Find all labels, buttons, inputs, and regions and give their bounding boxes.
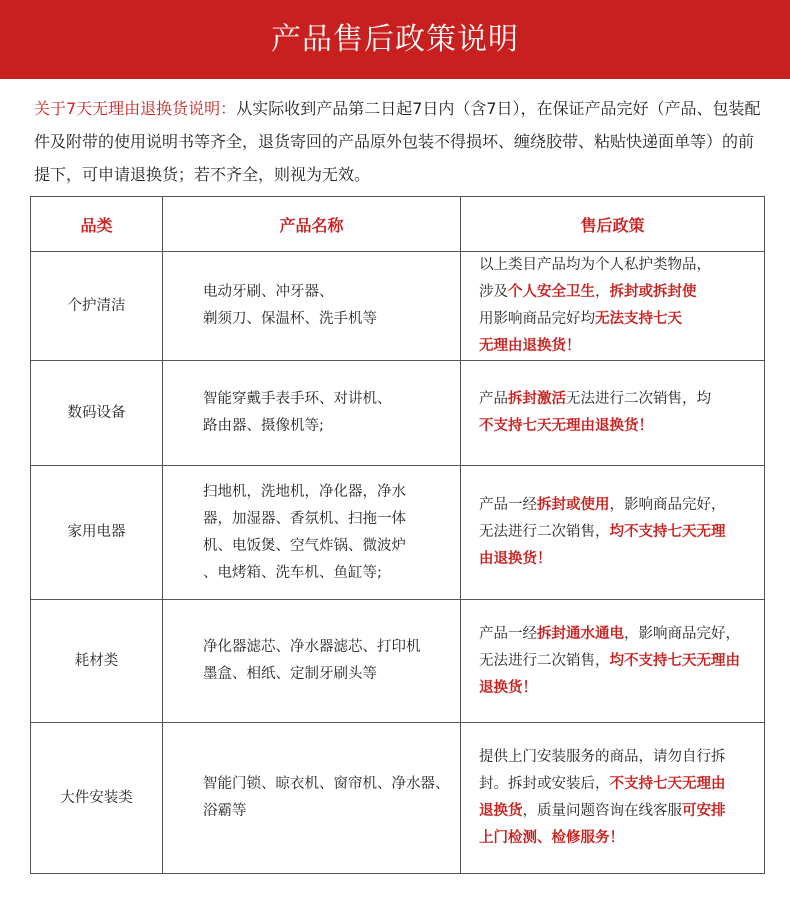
product-line: 电动牙刷、冲牙器、 (203, 284, 334, 300)
table-row (31, 723, 765, 874)
policy-cell (461, 723, 765, 874)
policy-emphasis: 不支持七天无理由 (609, 776, 726, 792)
policy-text: 产品一经 (479, 497, 537, 513)
policy-text: 提供上门安装服务的商品，请勿自行拆 (479, 749, 726, 765)
product-line: 浴霸等 (203, 803, 247, 819)
policy-emphasis: 退换货 (479, 803, 523, 819)
product-line: 智能穿戴手表手环、对讲机、 (203, 391, 392, 407)
policy-text: 涉及 (479, 284, 508, 300)
policy-cell (461, 600, 765, 723)
policy-line (479, 675, 760, 702)
policy-line (479, 306, 760, 333)
policy-text: 无法进行二次销售， (479, 652, 610, 669)
policy-text: 无法进行二次销售，均 (566, 391, 711, 407)
policy-text: 产品 (479, 391, 508, 407)
product-cell (163, 466, 461, 600)
policy-emphasis: 无法支持七天 (595, 311, 682, 327)
policy-emphasis: 均不支持七天无理由 (609, 652, 740, 669)
table-row (31, 600, 765, 723)
product-line: 墨盒、相纸、定制牙刷头等 (203, 666, 377, 682)
intro-paragraph (34, 92, 764, 191)
product-line: 器，加湿器、香氛机、扫拖一体 (203, 510, 406, 527)
policy-line (479, 744, 760, 771)
policy-text: 用影响商品完好均 (479, 311, 595, 327)
product-cell (163, 252, 461, 361)
product-cell (163, 723, 461, 874)
policy-line (479, 492, 760, 519)
table-row (31, 361, 765, 466)
category-cell: 耗材类 (31, 600, 163, 723)
intro-text: 从实际收到产品第二日起7日内（含7日），在保证产品完好（产品、包装配件及附带的使用说明书等齐全，退货寄回的产品原外包装不得损坏、缠绕胶带、粘贴快递面单等）的前提下，可申请退换货；若不齐全，则视为无效。 (34, 99, 761, 184)
policy-emphasis: 退换货！ (479, 679, 537, 696)
policy-text: ，质量问题咨询在线客服 (522, 803, 682, 819)
category-cell: 数码设备 (31, 361, 163, 466)
policy-line (479, 621, 760, 648)
policy-line (479, 333, 760, 360)
policy-text: 产品一经 (479, 625, 537, 642)
page-title-banner (0, 0, 790, 79)
product-line: 净化器滤芯、净水器滤芯、打印机 (203, 639, 421, 655)
policy-cell (461, 466, 765, 600)
policy-line (479, 519, 760, 546)
policy-text: 封。拆封或安装后， (479, 776, 610, 792)
policy-line (479, 648, 760, 675)
product-line: 、电烤箱、洗车机、鱼缸等; (203, 564, 382, 581)
table-row (31, 252, 765, 361)
policy-emphasis: 均不支持七天无理 (609, 524, 726, 540)
policy-line (479, 546, 760, 573)
policy-emphasis: 无理由退换货！ (479, 338, 581, 354)
policy-cell (461, 361, 765, 466)
policy-emphasis: 上门检测、检修服务！ (479, 830, 624, 846)
header-category: 品类 (31, 197, 163, 252)
category-cell: 大件安装类 (31, 723, 163, 874)
policy-line (479, 413, 760, 440)
header-policy: 售后政策 (461, 197, 765, 252)
category-cell: 个护清洁 (31, 252, 163, 361)
product-cell (163, 600, 461, 723)
policy-emphasis: 拆封激活 (508, 391, 566, 407)
intro-lead: 关于7天无理由退换货说明： (34, 99, 237, 118)
policy-text: 以上类目产品均为个人私护类物品， (479, 257, 711, 273)
policy-emphasis: 拆封或拆封使 (609, 284, 697, 300)
after-sales-table (30, 196, 765, 874)
policy-line (479, 386, 760, 413)
policy-emphasis: 拆封或使用 (537, 497, 610, 513)
policy-line (479, 252, 760, 279)
table-row (31, 466, 765, 600)
header-product: 产品名称 (163, 197, 461, 252)
product-line: 机、电饭煲、空气炸锅、微波炉 (203, 537, 406, 554)
page-title: 产品售后政策说明 (271, 22, 519, 57)
table-header-row (31, 197, 765, 252)
policy-text: 无法进行二次销售， (479, 524, 610, 540)
policy-emphasis: 不支持七天无理由退换货！ (479, 418, 653, 434)
policy-emphasis: 拆封通水通电 (537, 625, 624, 642)
policy-line (479, 798, 760, 825)
policy-line (479, 279, 760, 306)
policy-emphasis: 个人安全卫生 (508, 284, 595, 300)
policy-line (479, 825, 760, 852)
product-line: 路由器、摄像机等; (203, 418, 324, 434)
category-cell: 家用电器 (31, 466, 163, 600)
policy-text: ， (595, 284, 610, 300)
policy-text: ，影响商品完好， (609, 497, 726, 513)
product-cell (163, 361, 461, 466)
policy-line (479, 771, 760, 798)
policy-emphasis: 由退换货！ (479, 551, 552, 567)
policy-cell (461, 252, 765, 361)
policy-emphasis: 可安排 (682, 803, 726, 819)
product-line: 扫地机，洗地机，净化器，净水 (203, 483, 406, 500)
product-line: 智能门锁、晾衣机、窗帘机、净水器、 (203, 776, 450, 792)
policy-text: ，影响商品完好， (624, 625, 740, 642)
product-line: 剃须刀、保温杯、洗手机等 (203, 311, 377, 327)
